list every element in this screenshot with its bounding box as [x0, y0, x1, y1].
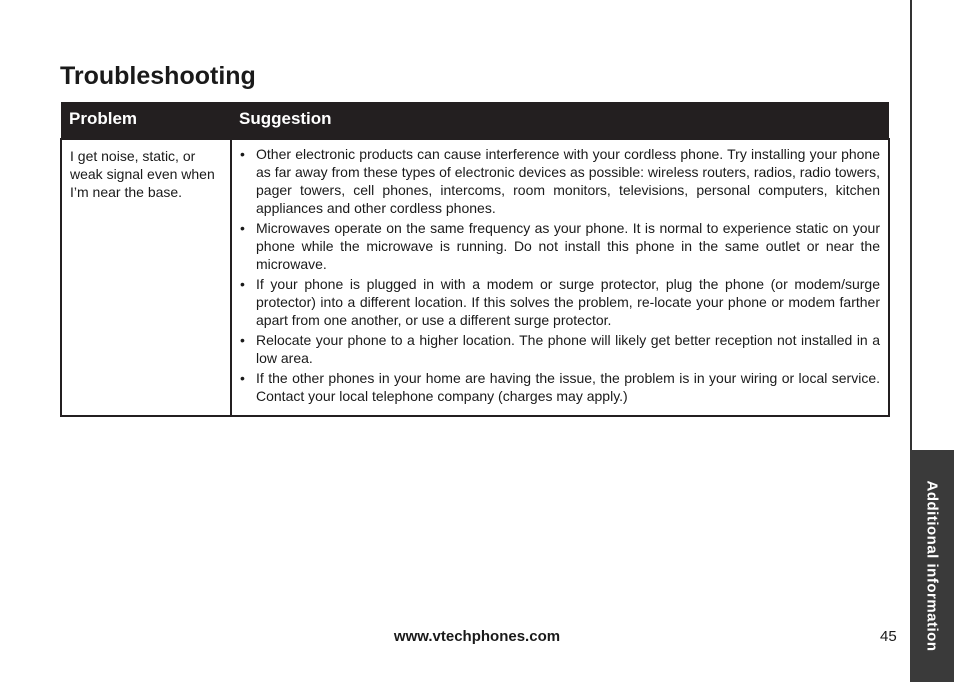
suggestion-cell	[231, 139, 889, 416]
page-number: 45	[880, 628, 897, 645]
side-tab-label: Additional information	[923, 480, 941, 652]
suggestion-item: • Relocate your phone to a higher location. The phone will likely get better reception not installed in a low area.	[240, 331, 880, 367]
header-problem: Problem	[61, 102, 231, 139]
troubleshooting-table	[60, 102, 890, 417]
suggestion-item: • Other electronic products can cause interference with your cordless phone. Try installing your phone as far away from these types of electronic devices as possible: wireless routers, radios, radio towers, pager towers, cell phones, intercoms, room monitors, televisions, personal computers, kitchen appliances and other cordless phones.	[240, 145, 880, 217]
problem-cell: I get noise, static, or weak signal even when I’m near the base.	[61, 139, 231, 416]
suggestion-list	[240, 145, 880, 405]
table-header-row	[61, 102, 889, 139]
page-title: Troubleshooting	[60, 62, 256, 90]
suggestion-item: • If your phone is plugged in with a modem or surge protector, plug the phone (or modem/surge protector) into a different location. If this solves the problem, re-locate your phone or modem farther apart from one another, or use a different surge protector.	[240, 275, 880, 329]
section-side-tab	[910, 450, 954, 682]
right-margin-rule	[910, 0, 912, 450]
suggestion-item: • Microwaves operate on the same frequency as your phone. It is normal to experience static on your phone while the microwave is running. Do not install this phone in the same outlet or near the microwave.	[240, 219, 880, 273]
table-row	[61, 139, 889, 416]
suggestion-item: • If the other phones in your home are having the issue, the problem is in your wiring or local service. Contact your local telephone company (charges may apply.)	[240, 369, 880, 405]
footer-website: www.vtechphones.com	[393, 628, 561, 645]
header-suggestion: Suggestion	[231, 102, 889, 139]
